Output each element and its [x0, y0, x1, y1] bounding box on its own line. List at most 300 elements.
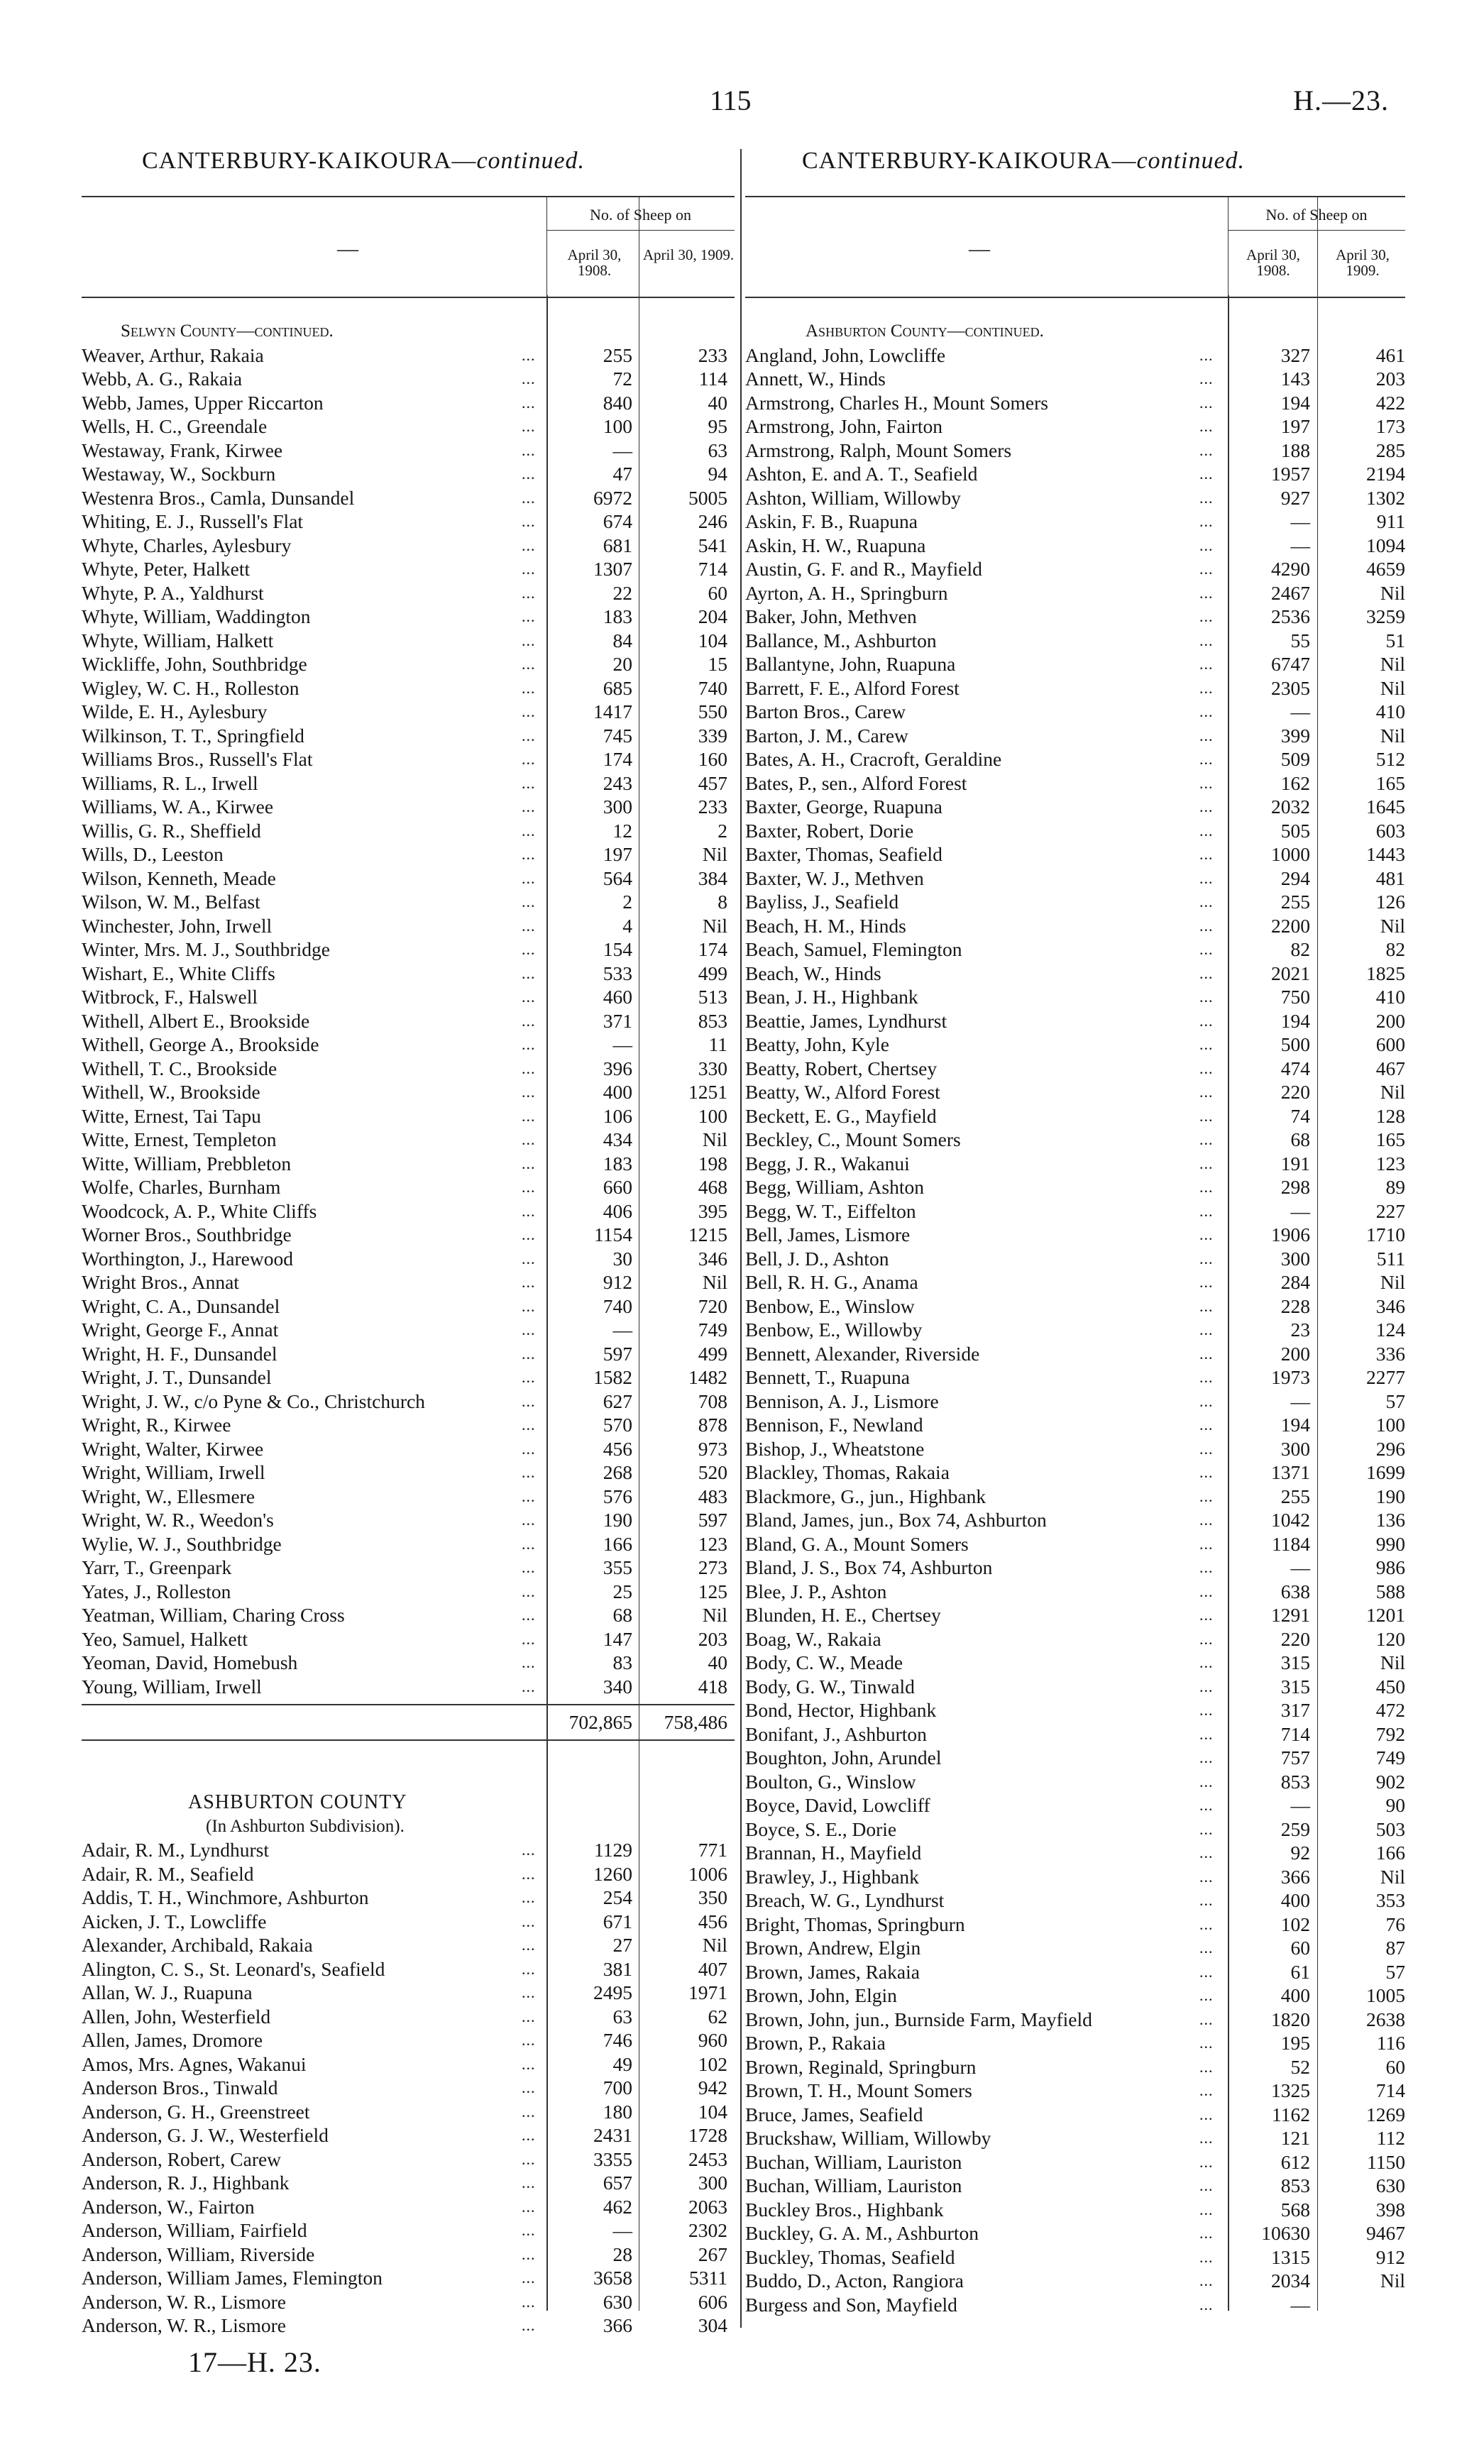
sheep-1909: 60 [708, 581, 727, 604]
sheep-1909: 76 [1385, 1913, 1405, 1935]
leader-dots: ... [1199, 1939, 1214, 1957]
leader-dots: ... [1199, 893, 1214, 911]
owner-name: Williams, R. L., Irwell [82, 771, 258, 794]
sheep-1909: 165 [1375, 771, 1405, 794]
owner-name: Wright Bros., Annat [82, 1271, 239, 1293]
table-row [745, 629, 1405, 653]
sheep-1908: 660 [603, 1176, 632, 1198]
sheep-1909: 5005 [688, 486, 727, 509]
sheep-1908: 1184 [1272, 1532, 1310, 1555]
table-row [82, 1886, 735, 1910]
sheep-1908: — [1290, 2293, 1310, 2316]
sheep-1908: 30 [612, 1247, 632, 1270]
table-row [82, 1365, 735, 1390]
sheep-1909: 336 [1375, 1342, 1405, 1365]
table-row [82, 391, 735, 415]
table-row [82, 2005, 735, 2029]
sheep-1909: 104 [698, 2100, 727, 2123]
sheep-1909: 346 [698, 1247, 727, 1270]
table-row [82, 1057, 735, 1081]
owner-name: Witte, William, Prebbleton [82, 1152, 292, 1175]
sheep-1908: 190 [603, 1509, 632, 1531]
table-row [82, 2052, 735, 2077]
leader-dots: ... [522, 1984, 536, 2001]
table-row [82, 747, 735, 771]
sheep-1909: 2302 [688, 2219, 727, 2241]
table-row [82, 2100, 735, 2124]
footer-signature: 17—H. 23. [188, 2346, 321, 2378]
sheep-1909: 128 [1375, 1104, 1405, 1127]
sheep-1909: 233 [698, 796, 727, 818]
owner-name: Bland, G. A., Mount Somers [745, 1532, 969, 1555]
owner-name: Benbow, E., Willowby [745, 1319, 923, 1341]
leader-dots: ... [522, 1487, 536, 1505]
owner-name: Allen, James, Dromore [82, 2029, 263, 2051]
table-row [82, 1175, 735, 1199]
sheep-1909: Nil [1380, 724, 1405, 747]
sheep-1908: 255 [1280, 891, 1310, 913]
table-row [82, 652, 735, 676]
table-row [745, 581, 1405, 605]
owner-name: Bayliss, J., Seafield [745, 891, 899, 913]
sheep-1909: Nil [702, 1934, 727, 1956]
sheep-1908: 1325 [1271, 2079, 1310, 2101]
owner-name: Bennison, A. J., Lismore [745, 1390, 939, 1412]
sheep-1908: 121 [1280, 2127, 1310, 2149]
sheep-1908: 6747 [1271, 653, 1310, 675]
sheep-1909: 986 [1375, 1556, 1405, 1578]
leader-dots: ... [1199, 1511, 1214, 1529]
sheep-1908: 147 [603, 1627, 632, 1650]
leader-dots: ... [1199, 1891, 1214, 1909]
sheep-1909: Nil [1380, 2270, 1405, 2292]
sheep-1909: 513 [698, 986, 727, 1008]
leader-dots: ... [522, 1959, 536, 1978]
leader-dots: ... [522, 1368, 536, 1386]
leader-dots: ... [522, 2007, 536, 2025]
sheep-1908: 162 [1280, 771, 1310, 794]
sheep-1908: 143 [1280, 368, 1310, 390]
leader-dots: ... [1199, 1629, 1214, 1648]
leader-dots: ... [1199, 346, 1214, 364]
sheep-1908: 268 [603, 1461, 632, 1483]
table-row [82, 1532, 735, 1556]
table-row [745, 605, 1405, 629]
sheep-1909: 102 [698, 2052, 727, 2075]
leader-dots: ... [522, 1083, 536, 1101]
sheep-1908: 20 [612, 653, 632, 675]
owner-name: Body, G. W., Tinwald [745, 1675, 915, 1698]
leader-dots: ... [1199, 1201, 1214, 1220]
sheep-1909: Nil [1380, 914, 1405, 937]
leader-dots: ... [522, 1273, 536, 1291]
leader-dots: ... [1199, 916, 1214, 935]
sheep-1909: Nil [1380, 1651, 1405, 1673]
table-row [745, 1009, 1405, 1033]
sheep-1909: 395 [698, 1199, 727, 1222]
leader-dots: ... [522, 893, 536, 911]
sheep-1908: 576 [603, 1485, 632, 1507]
table-row [82, 1838, 735, 1862]
table-row [745, 1603, 1405, 1627]
sheep-1908: 47 [612, 463, 632, 485]
table-row [745, 2245, 1405, 2270]
leader-dots: ... [1199, 964, 1214, 982]
sheep-1908: 300 [1280, 1247, 1310, 1270]
leader-dots: ... [1199, 655, 1214, 673]
sheep-1908: 183 [603, 1152, 632, 1175]
table-row [82, 1080, 735, 1104]
sheep-1909: 600 [1375, 1033, 1405, 1055]
leader-dots: ... [522, 726, 536, 744]
owner-name: Bennett, Alexander, Riverside [745, 1342, 980, 1365]
table-row [82, 439, 735, 463]
leader-dots: ... [1199, 583, 1214, 602]
table-row [745, 1342, 1405, 1366]
header-dash: — [969, 237, 990, 260]
leader-dots: ... [522, 774, 536, 792]
table-row [82, 1437, 735, 1461]
sheep-1909: 461 [1375, 343, 1405, 366]
leader-dots: ... [1199, 1011, 1214, 1030]
sheep-1909: 749 [698, 1319, 727, 1341]
owner-name: Yeatman, William, Charing Cross [82, 1604, 345, 1626]
table-row [745, 1270, 1405, 1294]
owner-name: Bland, J. S., Box 74, Ashburton [745, 1556, 993, 1578]
sheep-1908: 2200 [1271, 914, 1310, 937]
table-row [745, 1532, 1405, 1556]
owner-name: Beach, W., Hinds [745, 962, 881, 984]
sheep-1908: 853 [1280, 2174, 1310, 2196]
table-row [745, 724, 1405, 748]
sheep-1908: 68 [612, 1604, 632, 1626]
sheep-1908: 228 [1280, 1294, 1310, 1317]
sheep-1909: Nil [702, 1128, 727, 1150]
owner-name: Alington, C. S., St. Leonard's, Seafield [82, 1957, 385, 1980]
sheep-1909: 227 [1375, 1199, 1405, 1222]
leader-dots: ... [1199, 1131, 1214, 1148]
table-row [745, 1390, 1405, 1414]
table-row [745, 1223, 1405, 1247]
leader-dots: ... [522, 1131, 536, 1148]
leader-dots: ... [1199, 1321, 1214, 1338]
owner-name: Brown, T. H., Mount Somers [745, 2079, 972, 2101]
leader-dots: ... [1199, 2057, 1214, 2076]
sheep-1908: 399 [1280, 724, 1310, 747]
sheep-1909: 174 [698, 938, 727, 960]
owner-name: Armstrong, Charles H., Mount Somers [745, 391, 1048, 414]
leader-dots: ... [1199, 1749, 1214, 1766]
table-row [745, 771, 1405, 796]
sheep-1908: 194 [1280, 1414, 1310, 1436]
header-rule [1228, 230, 1405, 231]
table-row [745, 2031, 1405, 2055]
leader-dots: ... [1199, 1154, 1214, 1172]
sheep-1909: 1825 [1366, 962, 1405, 984]
table-row [745, 557, 1405, 581]
sheep-1909: 714 [1375, 2079, 1405, 2101]
sheep-1908: 456 [603, 1437, 632, 1460]
sheep-1908: 298 [1280, 1176, 1310, 1198]
owner-name: Wilkinson, T. T., Springfield [82, 724, 304, 747]
sheep-1908: 509 [1280, 748, 1310, 770]
sheep-1909: 1005 [1366, 1984, 1405, 2006]
leader-dots: ... [522, 2150, 536, 2168]
owner-name: Boyce, S. E., Dorie [745, 1817, 897, 1840]
owner-name: Beatty, John, Kyle [745, 1033, 889, 1055]
leader-dots: ... [522, 631, 536, 649]
leader-dots: ... [522, 821, 536, 840]
sheep-1909: 233 [698, 343, 727, 366]
leader-dots: ... [1199, 1701, 1214, 1719]
leader-dots: ... [522, 1888, 536, 1906]
sheep-1908: 1154 [594, 1223, 632, 1245]
leader-dots: ... [1199, 703, 1214, 720]
table-row [82, 581, 735, 605]
owner-name: Brannan, H., Mayfield [745, 1842, 922, 1864]
sheep-1908: 4290 [1271, 558, 1310, 580]
sheep-1909: Nil [702, 1604, 727, 1626]
table-row [745, 1318, 1405, 1342]
table-row [745, 1675, 1405, 1699]
table-row [82, 985, 735, 1009]
sheep-1908: 100 [603, 415, 632, 437]
owner-name: Winter, Mrs. M. J., Southbridge [82, 938, 330, 960]
owner-name: Beach, Samuel, Flemington [745, 938, 962, 960]
sheep-1908: — [1290, 700, 1310, 722]
owner-name: Whyte, Peter, Halkett [82, 558, 251, 580]
owner-name: Whiting, E. J., Russell's Flat [82, 510, 304, 532]
sheep-1909: 457 [698, 771, 727, 794]
sheep-1908: 284 [1280, 1271, 1310, 1293]
leader-dots: ... [522, 1154, 536, 1172]
table-row [745, 1793, 1405, 1817]
owner-name: Webb, James, Upper Riccarton [82, 391, 324, 414]
table-row [745, 1365, 1405, 1390]
leader-dots: ... [1199, 1487, 1214, 1505]
table-row [82, 1675, 735, 1699]
sheep-1908: 200 [1280, 1342, 1310, 1365]
leader-dots: ... [522, 1558, 536, 1576]
left-column-header [82, 196, 735, 298]
sheep-1909: 714 [698, 558, 727, 580]
sheep-1908: 183 [603, 605, 632, 627]
sheep-1908: 355 [603, 1556, 632, 1578]
owner-name: Beach, H. M., Hinds [745, 914, 906, 937]
table-row [82, 724, 735, 748]
sheep-1908: — [612, 2219, 632, 2241]
section-heading-text: Ashburton County—continued. [806, 321, 1044, 341]
owner-name: Barrett, F. E., Alford Forest [745, 676, 960, 699]
sheep-1908: — [1290, 1199, 1310, 1222]
leader-dots: ... [522, 1106, 536, 1125]
table-row [82, 1009, 735, 1033]
table-row [82, 2171, 735, 2195]
header-rule [546, 230, 735, 231]
right-title-main: CANTERBURY-KAIKOURA— [802, 148, 1137, 174]
sheep-1909: 40 [708, 391, 727, 414]
table-row [82, 1342, 735, 1366]
leader-dots: ... [522, 2126, 536, 2144]
leader-dots: ... [522, 370, 536, 387]
leader-dots: ... [522, 916, 536, 935]
left-title-main: CANTERBURY-KAIKOURA— [142, 148, 477, 174]
table-row [745, 747, 1405, 771]
sheep-1909: 990 [1375, 1532, 1405, 1555]
sheep-1909: 116 [1376, 2032, 1405, 2054]
table-row [82, 343, 735, 368]
leader-dots: ... [1199, 465, 1214, 483]
table-row [745, 1817, 1405, 1842]
sheep-1908: 1315 [1271, 2245, 1310, 2268]
sheep-1908: 28 [612, 2243, 632, 2265]
sheep-1909: 1150 [1367, 2150, 1405, 2173]
table-row [82, 676, 735, 700]
sheep-1908: 254 [603, 1886, 632, 1908]
table-row [745, 510, 1405, 534]
sheep-1908: 243 [603, 771, 632, 794]
sheep-1909: 398 [1375, 2198, 1405, 2221]
table-row [82, 1128, 735, 1152]
owner-name: Anderson, W., Fairton [82, 2195, 255, 2218]
owner-name: Webb, A. G., Rakaia [82, 368, 243, 390]
sheep-1908: 220 [1280, 1627, 1310, 1650]
sheep-1909: 550 [698, 700, 727, 722]
sheep-1908: 197 [603, 843, 632, 865]
leader-dots: ... [1199, 2081, 1214, 2099]
leader-dots: ... [1199, 560, 1214, 578]
sheep-1909: 1443 [1366, 843, 1405, 865]
leader-dots: ... [522, 1249, 536, 1267]
table-row [82, 2290, 735, 2314]
sheep-1909: 1710 [1366, 1223, 1405, 1245]
sheep-1908: 757 [1280, 1747, 1310, 1769]
sheep-1909: 410 [1375, 700, 1405, 722]
sheep-1908: 714 [1280, 1722, 1310, 1745]
table-row [82, 486, 735, 510]
sheep-1908: 2431 [593, 2124, 632, 2146]
owner-name: Ashton, William, Willowby [745, 486, 961, 509]
table-row [745, 1461, 1405, 1485]
sheep-1908: 612 [1280, 2150, 1310, 2173]
sheep-1909: 4659 [1366, 558, 1405, 580]
sheep-1908: 674 [603, 510, 632, 532]
sheep-1909: Nil [1380, 581, 1405, 604]
table-row [82, 1862, 735, 1886]
sheep-1908: 317 [1280, 1699, 1310, 1721]
sheep-1908: 671 [603, 1910, 632, 1932]
owner-name: Anderson, R. J., Highbank [82, 2172, 290, 2194]
col1-heading: April 30, 1908. [1246, 246, 1300, 279]
sheep-1909: 82 [1385, 938, 1405, 960]
table-row [745, 1841, 1405, 1865]
table-row [745, 2293, 1405, 2317]
owner-name: Wright, J. W., c/o Pyne & Co., Christchurch [82, 1390, 425, 1412]
sheep-1908: 400 [1280, 1984, 1310, 2006]
owner-name: Anderson, William, Riverside [82, 2243, 315, 2265]
leader-dots: ... [522, 2079, 536, 2096]
leader-dots: ... [1199, 1654, 1214, 1671]
leader-dots: ... [1199, 1606, 1214, 1624]
leader-dots: ... [1199, 845, 1214, 863]
leader-dots: ... [1199, 1986, 1214, 2004]
table-row [82, 1318, 735, 1342]
sheep-1908: 327 [1280, 343, 1310, 366]
sheep-1908: 400 [1280, 1889, 1310, 1911]
sheep-1908: 1129 [594, 1839, 632, 1861]
sheep-1908: 474 [1280, 1057, 1310, 1079]
sheep-1908: 55 [1290, 629, 1310, 651]
sheep-1909: Nil [1380, 1271, 1405, 1293]
leader-dots: ... [522, 1629, 536, 1648]
leader-dots: ... [1199, 988, 1214, 1006]
sheep-1909: 902 [1375, 1770, 1405, 1793]
owner-name: Withell, W., Brookside [82, 1081, 260, 1103]
sheep-1908: 2 [622, 891, 632, 913]
leader-dots: ... [522, 1392, 536, 1410]
leader-dots: ... [522, 2055, 536, 2073]
table-row [82, 462, 735, 486]
sheep-1909: 1006 [688, 1862, 727, 1885]
table-row [745, 1413, 1405, 1437]
sheep-1909: 203 [1375, 368, 1405, 390]
sheep-1908: — [612, 439, 632, 461]
leader-dots: ... [522, 441, 536, 459]
table-row [745, 914, 1405, 938]
sheep-1909: 63 [708, 439, 727, 461]
sheep-1908: 381 [603, 1957, 632, 1980]
sheep-1909: 499 [698, 962, 727, 984]
owner-name: Wells, H. C., Greendale [82, 415, 268, 437]
table-row [745, 1033, 1405, 1057]
sheep-1909: 120 [1375, 1627, 1405, 1650]
owner-name: Body, C. W., Meade [745, 1651, 903, 1673]
leader-dots: ... [522, 1654, 536, 1671]
sheep-1909: 878 [698, 1414, 727, 1436]
sheep-1908: — [1290, 1556, 1310, 1578]
owner-name: Yeoman, David, Homebush [82, 1651, 298, 1673]
leader-dots: ... [1199, 417, 1214, 435]
owner-name: Beatty, W., Alford Forest [745, 1081, 940, 1103]
owner-name: Baker, John, Methven [745, 605, 917, 627]
sheep-1909: 853 [698, 1009, 727, 1032]
sheep-1909: 300 [698, 2172, 727, 2194]
leader-dots: ... [522, 560, 536, 578]
sheep-1908: 462 [603, 2195, 632, 2218]
owner-name: Bonifant, J., Ashburton [745, 1722, 927, 1745]
sheep-1909: Nil [702, 843, 727, 865]
sheep-1909: 630 [1375, 2174, 1405, 2196]
leader-dots: ... [522, 655, 536, 673]
sheep-1908: 106 [603, 1104, 632, 1127]
sheep-1908: 255 [603, 343, 632, 366]
sheep-1909: 740 [698, 676, 727, 699]
owner-name: Whyte, William, Halkett [82, 629, 274, 651]
leader-dots: ... [522, 1297, 536, 1315]
leader-dots: ... [1199, 1035, 1214, 1053]
table-row [745, 1888, 1405, 1913]
leader-dots: ... [522, 2269, 536, 2287]
leader-dots: ... [522, 1178, 536, 1196]
sheep-1908: 340 [603, 1675, 632, 1698]
table-row [745, 795, 1405, 819]
sheep-1908: 300 [603, 796, 632, 818]
sheep-1908: 568 [1280, 2198, 1310, 2221]
document-reference: H.—23. [1293, 84, 1389, 116]
owner-name: Buchan, William, Lauriston [745, 2174, 962, 2196]
leader-dots: ... [1199, 512, 1214, 530]
leader-dots: ... [1199, 2105, 1214, 2123]
